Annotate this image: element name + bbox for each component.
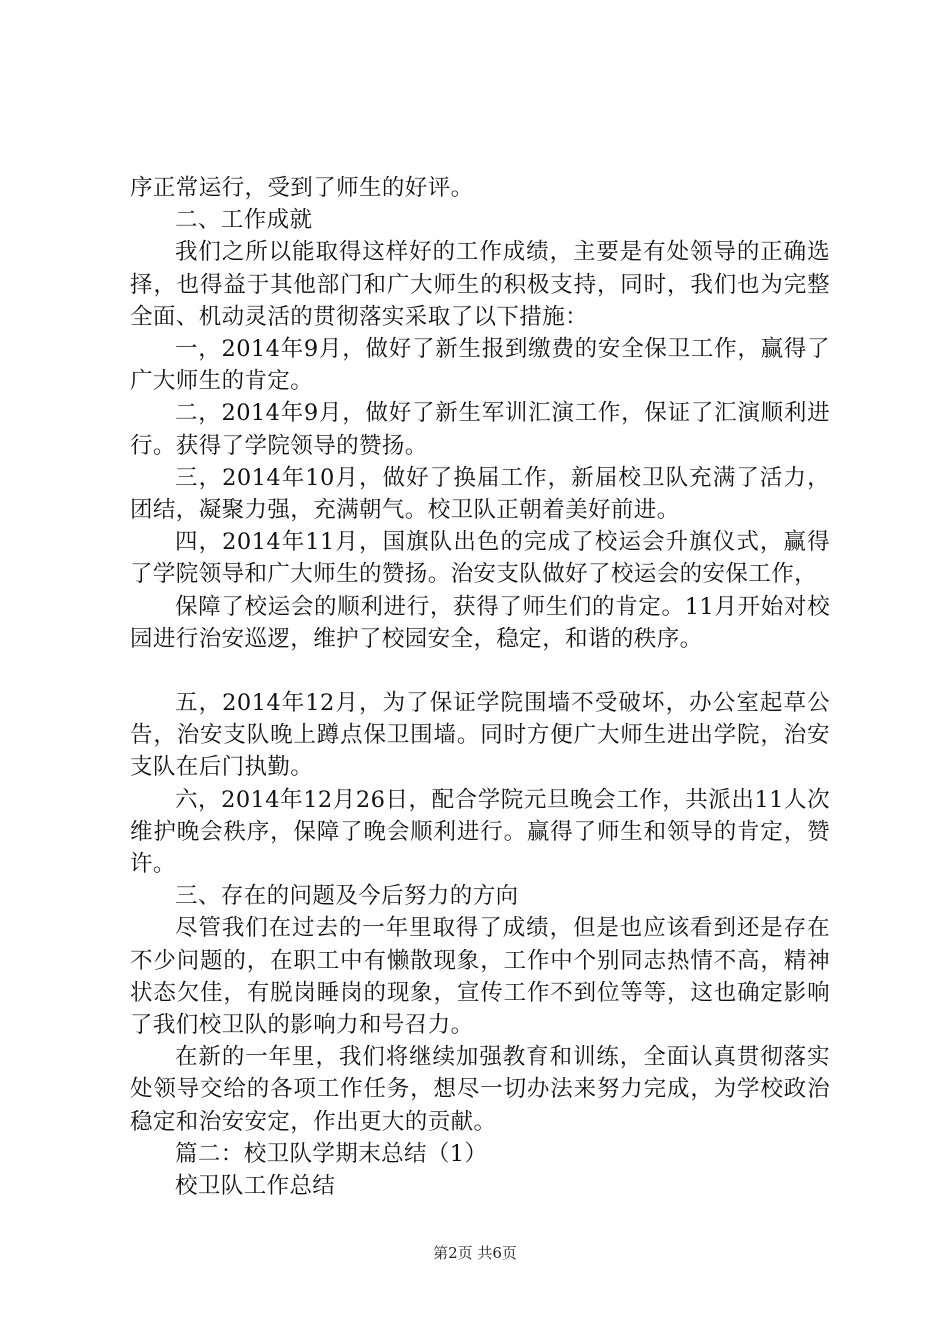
list-item: 二，2014年9月，做好了新生军训汇演工作，保证了汇演顺利进行。获得了学院领导的赞扬。 xyxy=(130,400,830,459)
article-title: 校卫队工作总结 xyxy=(175,1173,336,1200)
list-item: 一，2014年9月，做好了新生报到缴费的安全保卫工作，赢得了广大师生的肯定。 xyxy=(130,336,830,395)
paragraph: 保障了校运会的顺利进行，获得了师生们的肯定。11月开始对校园进行治安巡逻，维护了校园安全，稳定，和谐的秩序。 xyxy=(130,593,830,652)
section-heading: 三、存在的问题及今后努力的方向 xyxy=(175,883,519,910)
article-heading: 篇二：校卫队学期末总结（1） xyxy=(175,1140,488,1167)
paragraph: 序正常运行，受到了师生的好评。 xyxy=(130,175,474,201)
paragraph: 我们之所以能取得这样好的工作成绩，主要是有处领导的正确选择，也得益于其他部门和广大师生的积极支持，同时，我们也为完整全面、机动灵活的贯彻落实采取了以下措施： xyxy=(130,239,830,330)
list-item: 六，2014年12月26日，配合学院元旦晚会工作，共派出11人次维护晚会秩序，保障了晚会顺利进行。赢得了师生和领导的肯定，赞许。 xyxy=(130,786,830,878)
paragraph: 尽管我们在过去的一年里取得了成绩，但是也应该看到还是存在不少问题的，在职工中有懒散现象，工作中个别同志热情不高，精神状态欠佳，有脱岗睡岗的现象，宣传工作不到位等等，这也确定影响了我们校卫队的影响力和号召力。 xyxy=(130,915,830,1039)
list-item: 三，2014年10月，做好了换届工作，新届校卫队充满了活力，团结，凝聚力强，充满朝气。校卫队正朝着美好前进。 xyxy=(130,464,830,524)
list-item: 五，2014年12月，为了保证学院围墙不受破坏，办公室起草公告，治安支队晚上蹲点保卫围墙。同时方便广大师生进出学院，治安支队在后门执勤。 xyxy=(130,690,830,781)
page-footer: 第2页 共6页 xyxy=(433,1244,517,1262)
document-body xyxy=(130,172,830,1202)
paragraph: 在新的一年里，我们将继续加强教育和训练，全面认真贯彻落实处领导交给的各项工作任务，想尽一切办法来努力完成，为学校政治稳定和治安安定，作出更大的贡献。 xyxy=(130,1044,830,1135)
section-heading: 二、工作成就 xyxy=(175,207,313,234)
list-item: 四，2014年11月，国旗队出色的完成了校运会升旗仪式，赢得了学院领导和广大师生的赞扬。治安支队做好了校运会的安保工作， xyxy=(130,529,830,588)
